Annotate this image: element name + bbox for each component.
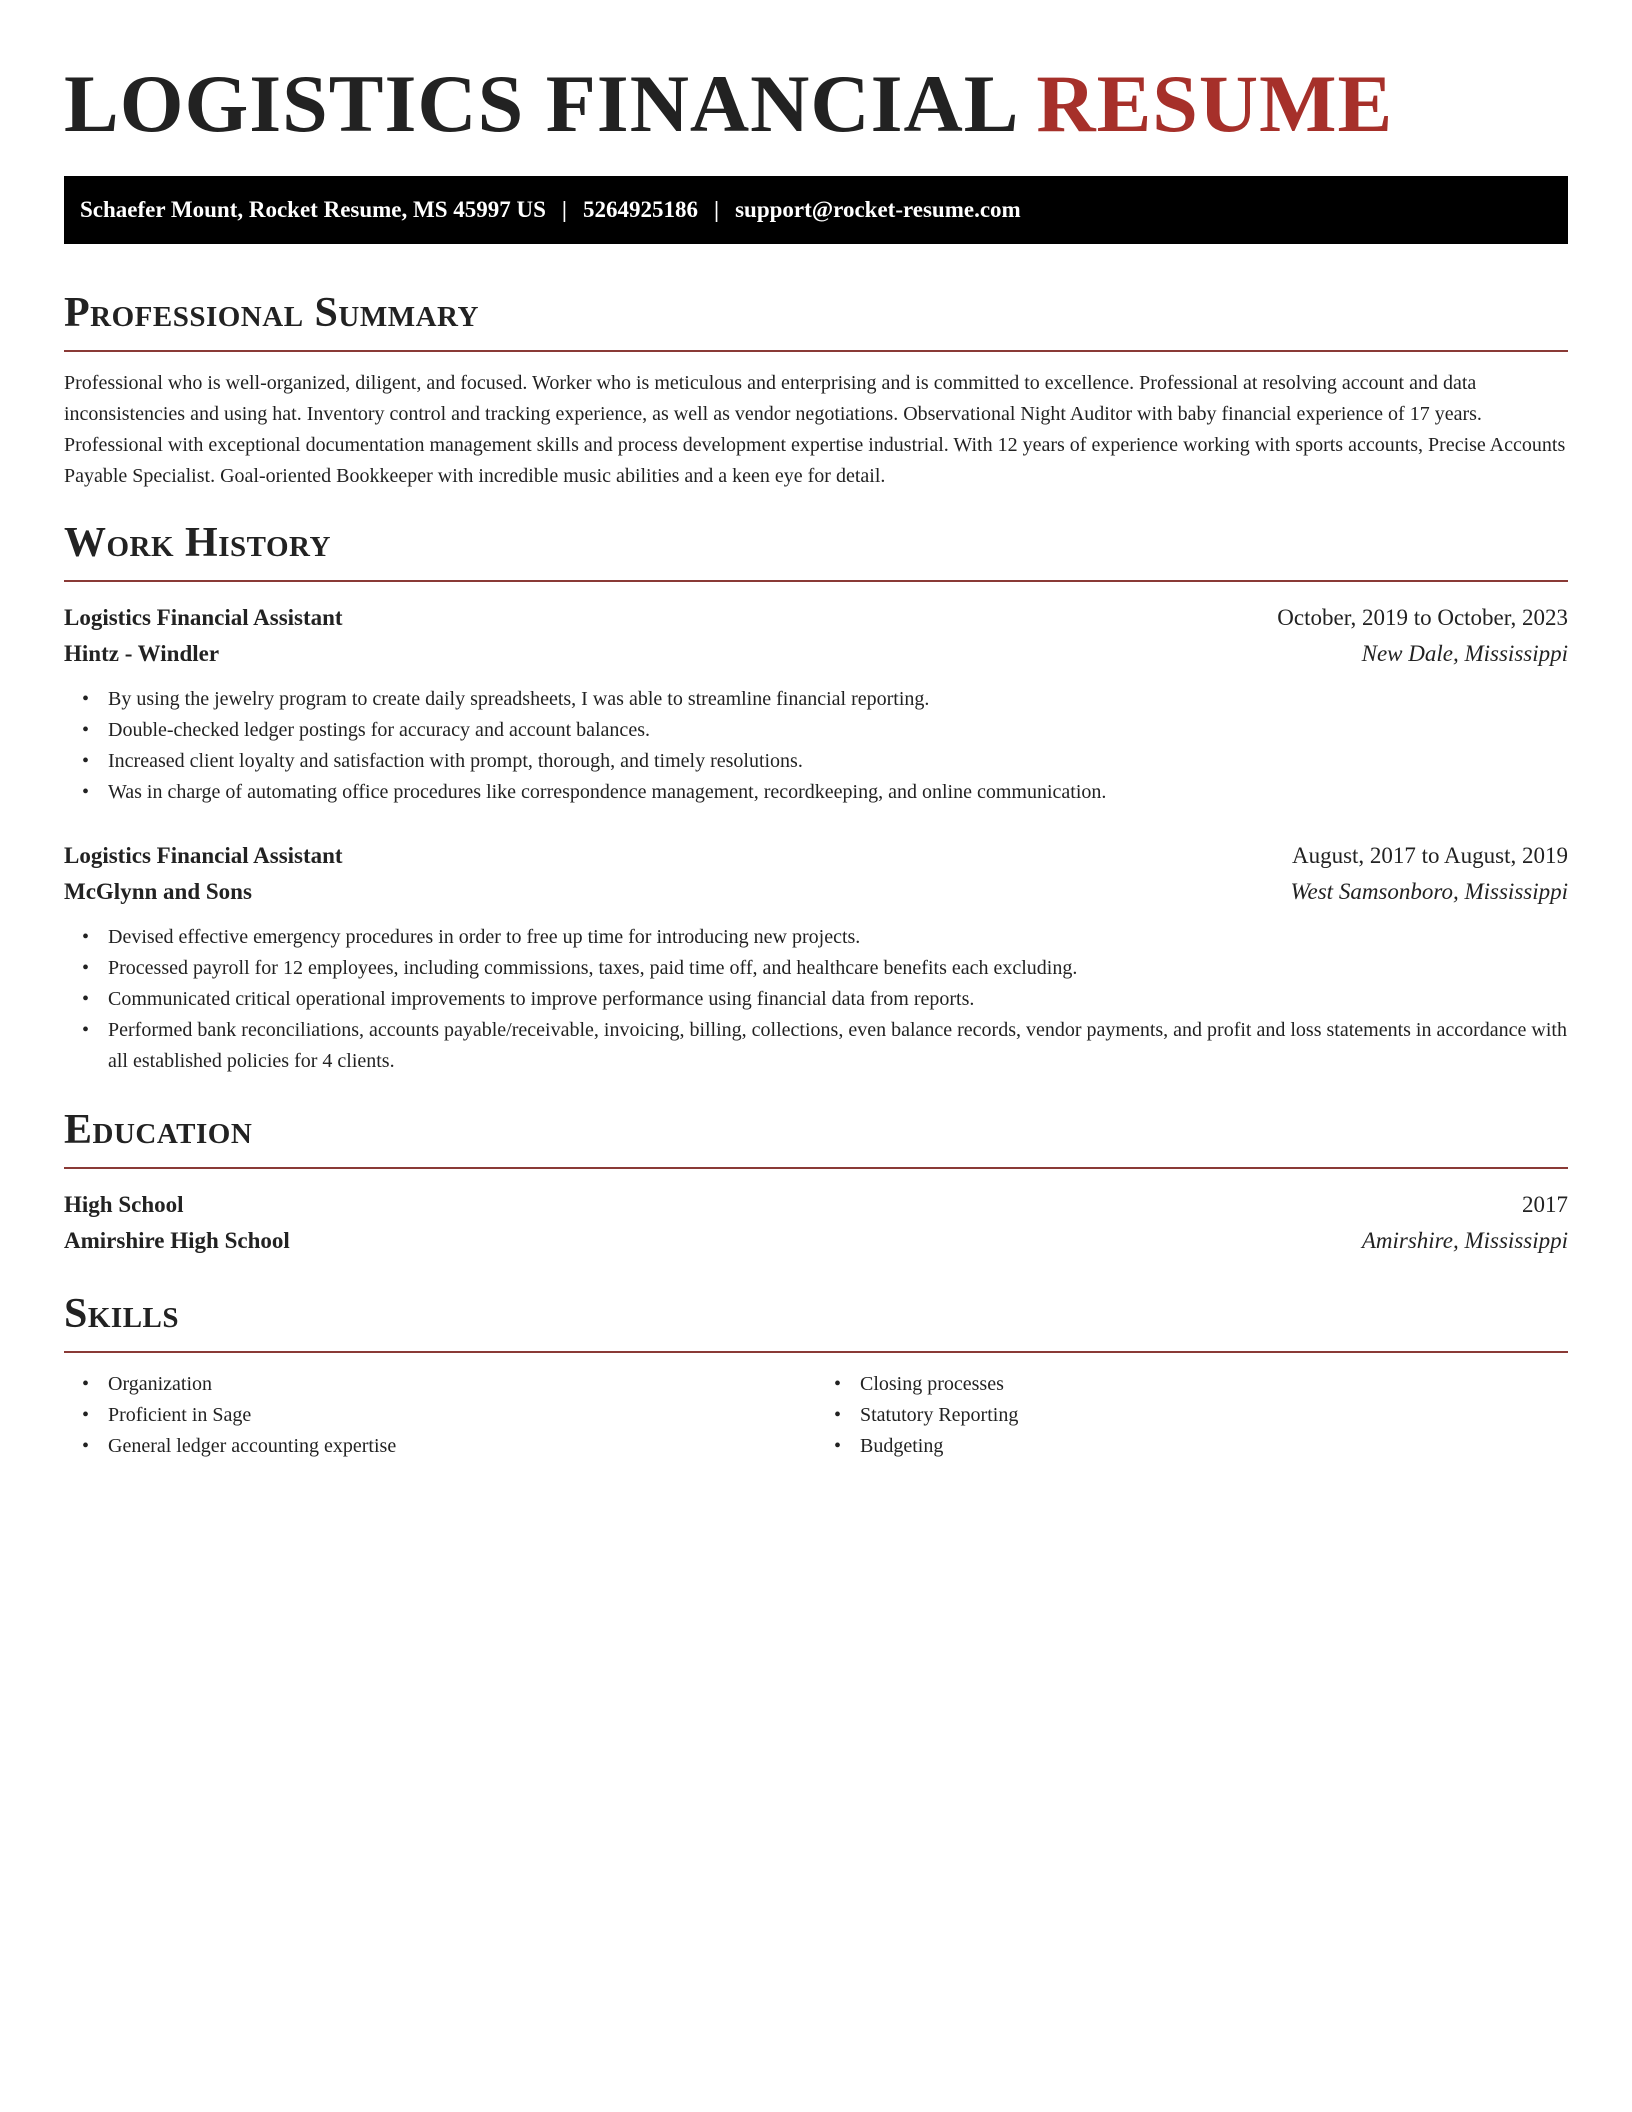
job-duty: • By using the jewelry program to create daily spreadsheets, I was able to streamline financial reporting. <box>108 684 1568 715</box>
skills-section <box>64 1289 1568 1462</box>
job-dates: August, 2017 to August, 2019 <box>1291 843 1568 868</box>
section-divider <box>64 350 1568 352</box>
skills-column-left <box>64 1369 816 1462</box>
skills-list <box>816 1369 1568 1462</box>
summary-text: Professional who is well-organized, diligent, and focused. Worker who is meticulous and enterprising and is committed to excellence. Professional at resolving account and data inconsistencies and using hat. Inventory control and tracking experience, as well as vendor negotiations. Observational Night Auditor with baby financial experience of 17 years. Professional with exceptional documentation management skills and process development expertise industrial. With 12 years of experience working with sports accounts, Precise Accounts Payable Specialist. Goal-oriented Bookkeeper with incredible music abilities and a keen eye for detail. <box>64 372 1566 487</box>
contact-bar <box>64 176 1568 244</box>
contact-phone: 5264925186 <box>583 197 698 222</box>
title-main: LOGISTICS FINANCIAL <box>64 58 1015 149</box>
skill-item: • Budgeting <box>860 1431 1568 1462</box>
resume-title <box>64 56 1568 152</box>
graduation-year: 2017 <box>1522 1192 1568 1217</box>
section-divider <box>64 1167 1568 1169</box>
skills-grid <box>64 1369 1568 1462</box>
skills-heading: Skills <box>64 1291 180 1337</box>
title-accent: RESUME <box>1036 58 1394 149</box>
skill-item: • Closing processes <box>860 1369 1568 1400</box>
job-duties-list <box>64 922 1568 1077</box>
job-title: Logistics Financial Assistant <box>64 843 343 868</box>
education-section <box>64 1105 1568 1259</box>
work-history-section <box>64 518 1568 1077</box>
section-divider <box>64 580 1568 582</box>
summary-section <box>64 288 1568 492</box>
education-heading: Education <box>64 1107 253 1153</box>
job-location: West Samsonboro, Mississippi <box>1290 879 1568 904</box>
job-dates: October, 2019 to October, 2023 <box>1277 605 1568 630</box>
contact-separator: | <box>714 197 720 222</box>
school-location: Amirshire, Mississippi <box>1361 1228 1568 1253</box>
skills-list <box>64 1369 816 1462</box>
job-entry <box>64 838 1568 1077</box>
job-title: Logistics Financial Assistant <box>64 605 343 630</box>
section-divider <box>64 1351 1568 1353</box>
job-entry <box>64 600 1568 808</box>
skill-item: • Statutory Reporting <box>860 1400 1568 1431</box>
summary-heading: Professional Summary <box>64 290 479 336</box>
contact-email: support@rocket-resume.com <box>735 197 1021 222</box>
job-duty: • Double-checked ledger postings for accuracy and account balances. <box>108 715 1568 746</box>
job-duty: • Increased client loyalty and satisfaction with prompt, thorough, and timely resolutions. <box>108 746 1568 777</box>
company-name: Hintz - Windler <box>64 641 220 666</box>
skill-item: • Proficient in Sage <box>108 1400 816 1431</box>
job-location: New Dale, Mississippi <box>1361 641 1568 666</box>
company-name: McGlynn and Sons <box>64 879 252 904</box>
skill-item: • Organization <box>108 1369 816 1400</box>
education-entry <box>64 1187 1568 1259</box>
work-history-heading: Work History <box>64 520 331 566</box>
degree: High School <box>64 1192 184 1217</box>
job-duties-list <box>64 684 1568 808</box>
job-duty: • Processed payroll for 12 employees, including commissions, taxes, paid time off, and healthcare benefits each excluding. <box>108 953 1568 984</box>
job-duty: • Performed bank reconciliations, accounts payable/receivable, invoicing, billing, collections, even balance records, vendor payments, and profit and loss statements in accordance with all established policies for 4 clients. <box>108 1015 1568 1077</box>
school-name: Amirshire High School <box>64 1228 290 1253</box>
job-duty: • Communicated critical operational improvements to improve performance using financial data from reports. <box>108 984 1568 1015</box>
job-duty: • Devised effective emergency procedures in order to free up time for introducing new projects. <box>108 922 1568 953</box>
skills-column-right <box>816 1369 1568 1462</box>
skill-item: • General ledger accounting expertise <box>108 1431 816 1462</box>
job-duty: • Was in charge of automating office procedures like correspondence management, recordkeeping, and online communication. <box>108 777 1568 808</box>
contact-separator: | <box>561 197 567 222</box>
contact-address: Schaefer Mount, Rocket Resume, MS 45997 US <box>80 197 546 222</box>
